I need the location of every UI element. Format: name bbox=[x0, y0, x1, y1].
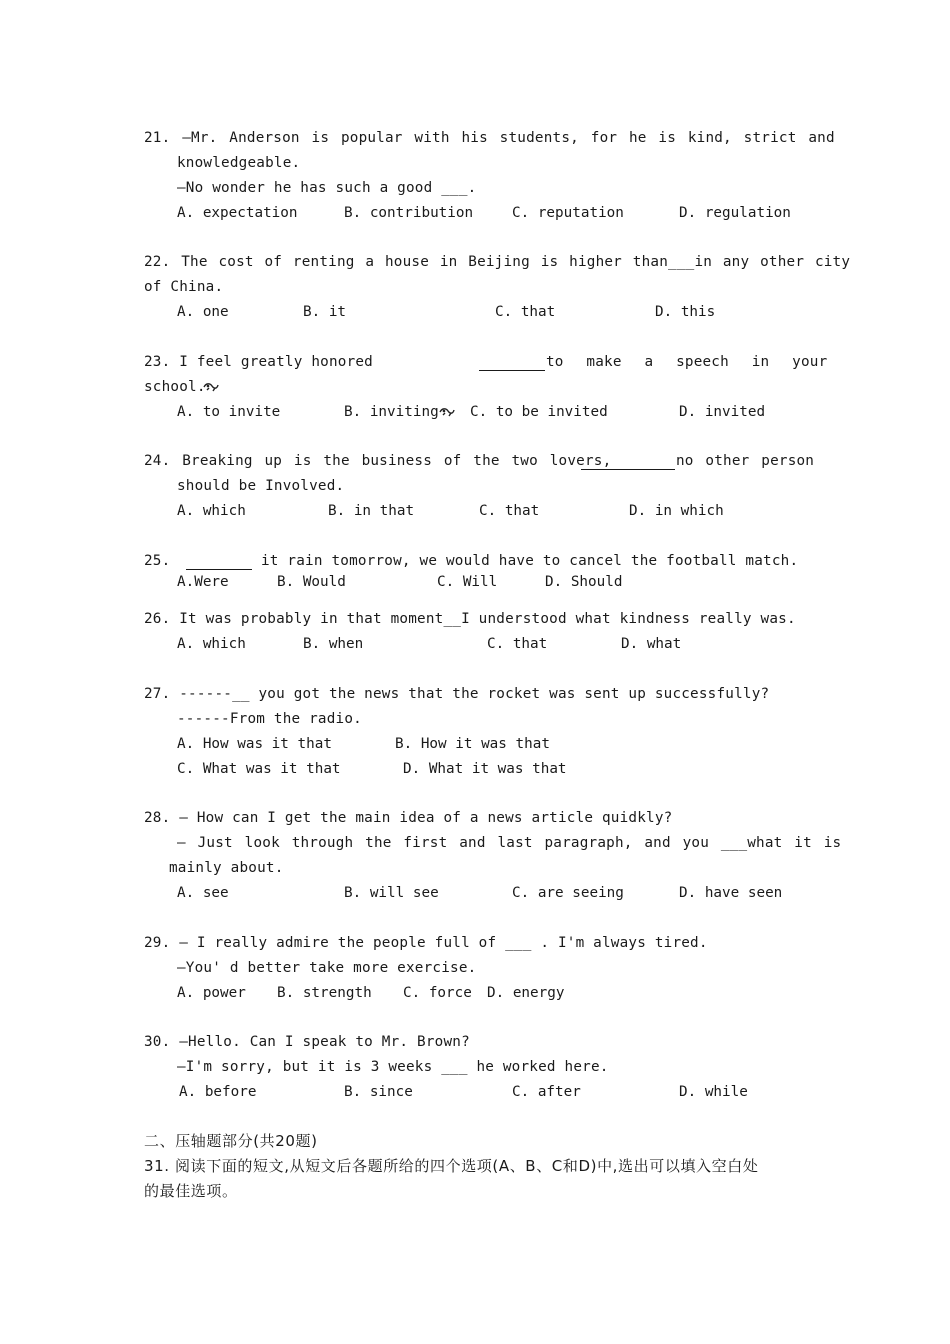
option-a[interactable]: A. to invite bbox=[177, 404, 281, 420]
question-text: ------From the radio. bbox=[177, 711, 362, 727]
option-d[interactable]: D. while bbox=[679, 1084, 748, 1100]
option-a[interactable]: A.Were bbox=[177, 574, 229, 590]
option-d[interactable]: D. this bbox=[655, 304, 716, 320]
option-a[interactable]: A. one bbox=[177, 304, 229, 320]
option-a[interactable]: A. which bbox=[177, 503, 246, 519]
option-c[interactable]: C. What was it that bbox=[177, 761, 341, 777]
question-text: 23. I feel greatly honored bbox=[144, 354, 373, 370]
question-text: 26. It was probably in that moment__I understood what kindness really was. bbox=[144, 611, 796, 627]
section-heading: 二、压轴题部分(共20题) bbox=[144, 1132, 318, 1150]
answer-blank bbox=[479, 356, 545, 371]
option-c[interactable]: C. after bbox=[512, 1084, 581, 1100]
question-text: 30. —Hello. Can I speak to Mr. Brown? bbox=[144, 1034, 470, 1050]
question-text: 22. The cost of renting a house in Beijing is higher than___in any other city bbox=[144, 254, 851, 270]
option-c[interactable]: C. that bbox=[479, 503, 540, 519]
section-instruction: 31. 阅读下面的短文,从短文后各题所给的四个选项(A、B、C和D)中,选出可以填入空白处 bbox=[144, 1157, 759, 1175]
option-b[interactable]: B. it bbox=[303, 304, 347, 320]
option-b[interactable]: B. inviting bbox=[344, 404, 439, 420]
option-c[interactable]: C. reputation bbox=[512, 205, 624, 221]
question-text: of China. bbox=[144, 279, 224, 295]
watermark-mark-icon bbox=[203, 382, 219, 392]
option-d[interactable]: D. invited bbox=[679, 404, 766, 420]
question-text: school. bbox=[144, 379, 206, 395]
option-c[interactable]: C. are seeing bbox=[512, 885, 624, 901]
option-b[interactable]: B. when bbox=[303, 636, 364, 652]
question-text: should be Involved. bbox=[177, 478, 345, 494]
question-text: —No wonder he has such a good ___. bbox=[177, 180, 477, 196]
option-c[interactable]: C. that bbox=[495, 304, 556, 320]
option-b[interactable]: B. since bbox=[344, 1084, 413, 1100]
question-text: to make a speech in your bbox=[546, 354, 828, 370]
option-b[interactable]: B. Would bbox=[277, 574, 346, 590]
option-d[interactable]: D. energy bbox=[487, 985, 565, 1001]
question-text: 25. bbox=[144, 553, 171, 569]
question-text: 24. Breaking up is the business of the two lovers, bbox=[144, 453, 612, 469]
option-d[interactable]: D. Should bbox=[545, 574, 623, 590]
option-a[interactable]: A. expectation bbox=[177, 205, 298, 221]
option-b[interactable]: B. will see bbox=[344, 885, 439, 901]
option-d[interactable]: D. in which bbox=[629, 503, 724, 519]
option-b[interactable]: B. strength bbox=[277, 985, 372, 1001]
option-c[interactable]: C. Will bbox=[437, 574, 498, 590]
question-text: mainly about. bbox=[169, 860, 284, 876]
option-d[interactable]: D. have seen bbox=[679, 885, 783, 901]
question-text: no other person bbox=[676, 453, 815, 469]
question-text: 21. —Mr. Anderson is popular with his students, for he is kind, strict and bbox=[144, 130, 835, 146]
option-d[interactable]: D. what bbox=[621, 636, 682, 652]
question-text: — Just look through the first and last paragraph, and you ___what it is bbox=[177, 835, 842, 851]
option-d[interactable]: D. regulation bbox=[679, 205, 791, 221]
answer-blank bbox=[186, 555, 252, 570]
option-b[interactable]: B. in that bbox=[328, 503, 415, 519]
answer-blank bbox=[581, 455, 675, 470]
option-a[interactable]: A. see bbox=[177, 885, 229, 901]
watermark-mark-icon bbox=[439, 407, 455, 417]
option-a[interactable]: A. which bbox=[177, 636, 246, 652]
question-text: 28. — How can I get the main idea of a news article quidkly? bbox=[144, 810, 673, 826]
option-a[interactable]: A. before bbox=[179, 1084, 257, 1100]
option-a[interactable]: A. How was it that bbox=[177, 736, 332, 752]
question-text: —You' d better take more exercise. bbox=[177, 960, 477, 976]
option-c[interactable]: C. that bbox=[487, 636, 548, 652]
option-a[interactable]: A. power bbox=[177, 985, 246, 1001]
option-c[interactable]: C. to be invited bbox=[470, 404, 608, 420]
question-text: 29. — I really admire the people full of ___ . I'm always tired. bbox=[144, 935, 708, 951]
option-b[interactable]: B. How it was that bbox=[395, 736, 550, 752]
section-instruction: 的最佳选项。 bbox=[144, 1182, 238, 1200]
question-text: knowledgeable. bbox=[177, 155, 301, 171]
option-c[interactable]: C. force bbox=[403, 985, 472, 1001]
question-text: —I'm sorry, but it is 3 weeks ___ he worked here. bbox=[177, 1059, 609, 1075]
question-text: 27. ------__ you got the news that the rocket was sent up successfully? bbox=[144, 686, 770, 702]
option-d[interactable]: D. What it was that bbox=[403, 761, 567, 777]
option-b[interactable]: B. contribution bbox=[344, 205, 474, 221]
question-text: it rain tomorrow, we would have to cancel the football match. bbox=[261, 553, 799, 569]
